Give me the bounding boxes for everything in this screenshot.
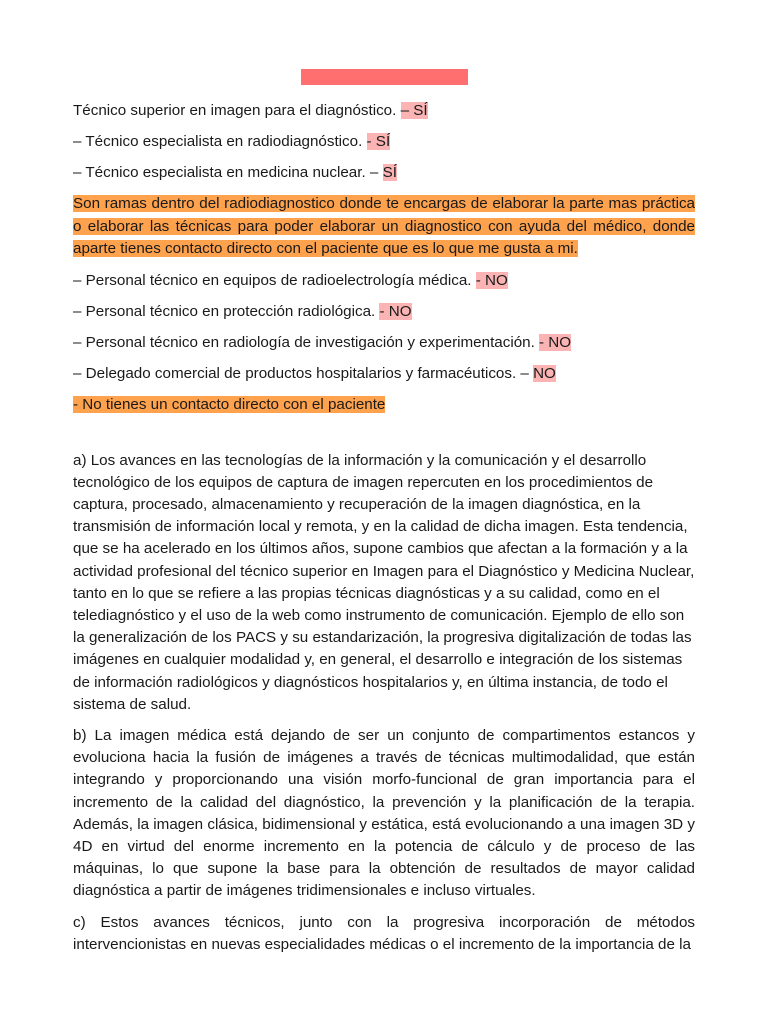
redacted-title-bar	[301, 69, 468, 85]
list-item-text: – Delegado comercial de productos hospitalarios y farmacéuticos. –	[73, 364, 534, 382]
note-no-text: - No tienes un contacto directo con el paciente	[73, 395, 386, 413]
list-item-investigacion	[73, 332, 695, 354]
list-item-tecnico-superior	[73, 100, 695, 122]
answer-badge: SÍ	[382, 164, 397, 181]
list-item-radiodiagnostico	[73, 131, 695, 153]
answer-badge: – SÍ	[400, 102, 428, 119]
answer-badge: - NO	[539, 333, 572, 351]
list-item-text: – Personal técnico en radiología de investigación y experimentación.	[73, 333, 540, 351]
list-item-text: Técnico superior en imagen para el diagnóstico.	[73, 102, 401, 119]
answer-badge: NO	[533, 364, 556, 382]
list-item-delegado-comercial	[73, 363, 695, 385]
note-yes-text: Son ramas dentro del radiodiagnostico donde te encargas de elaborar la parte mas práctica o elaborar las técnicas para poder elaborar un diagnostico con ayuda del médico, donde aparte tienes contacto directo con el paciente que es lo que me gusta a mi.	[73, 195, 695, 257]
list-item-text: – Personal técnico en equipos de radioelectrología médica.	[73, 271, 476, 289]
list-item-radioelectrologia	[73, 270, 695, 292]
list-item-text: – Técnico especialista en medicina nuclear. –	[73, 164, 383, 181]
document-body	[73, 100, 695, 965]
note-yes-highlight	[73, 193, 695, 261]
section-spacer	[73, 425, 695, 450]
list-item-proteccion-radiologica	[73, 301, 695, 323]
list-item-text: – Técnico especialista en radiodiagnóstico.	[73, 133, 367, 150]
list-item-medicina-nuclear	[73, 162, 695, 184]
answer-badge: - NO	[379, 302, 412, 320]
paragraph-b: b) La imagen médica está dejando de ser un conjunto de compartimentos estancos y evoluciona hacia la fusión de imágenes a través de técnicas multimodalidad, que están integrando y proporcionando una visión morfo-funcional de gran importancia para el incremento de la calidad del diagnóstico, la prevención y la planificación de la terapia. Además, la imagen clásica, bidimensional y estática, está evolucionando a una imagen 3D y 4D en virtud del enorme incremento en la potencia de cálculo y de proceso de las máquinas, lo que supone la base para la obtención de resultados de mayor calidad diagnóstica a partir de imágenes tridimensionales e incluso virtuales.	[73, 726, 695, 900]
paragraph-a: a) Los avances en las tecnologías de la información y la comunicación y el desarrollo tecnológico de los equipos de captura de imagen repercuten en los procedimientos de captura, procesado, almacenamiento y recuperación de la imagen diagnóstica, en la transmisión de información local y remota, y en la calidad de dicha imagen. Esta tendencia, que se ha acelerado en los últimos años, supone cambios que afectan a la formación y a la actividad profesional del técnico superior en Imagen para el Diagnóstico y Medicina Nuclear, tanto en lo que se refiere a las propias técnicas diagnósticas y a su calidad, como en el telediagnóstico y el uso de la web como instrumento de comunicación. Ejemplo de ello son la generalización de los PACS y su estandarización, la progresiva digitalización de todas las imágenes en cualquier modalidad y, en general, el desarrollo e integración de los sistemas de información radiológicos y diagnósticos hospitalarios y, en última instancia, de todo el sistema de salud.	[73, 451, 695, 713]
list-item-text: – Personal técnico en protección radiológica.	[73, 302, 380, 320]
paragraph-c: c) Estos avances técnicos, junto con la progresiva incorporación de métodos intervencionistas en nuevas especialidades médicas o el incremento de la importancia de la	[73, 913, 695, 953]
answer-badge: - NO	[475, 271, 508, 289]
answer-badge: - SÍ	[366, 133, 391, 150]
note-no-highlight	[73, 394, 695, 416]
